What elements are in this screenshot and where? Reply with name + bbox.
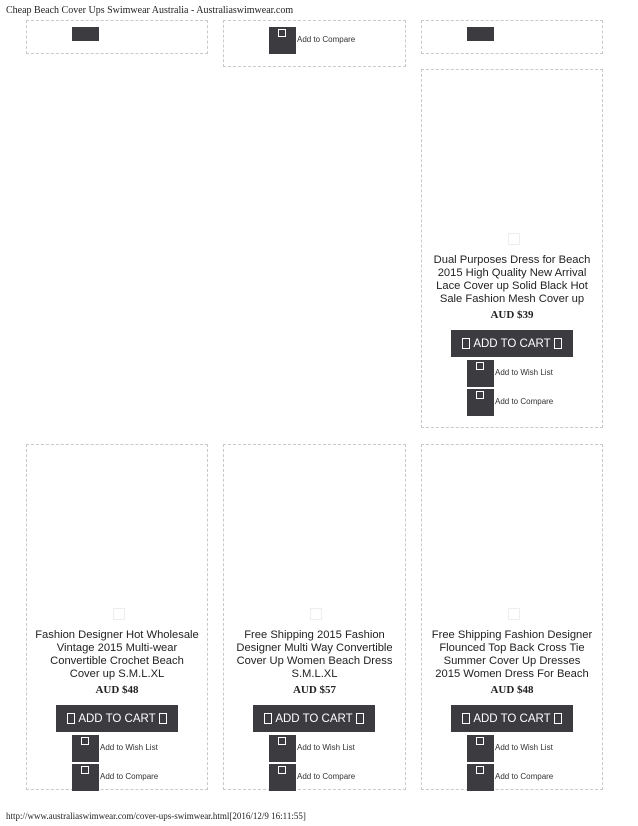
cart-glyph-icon	[462, 338, 470, 349]
add-to-cart-label: ADD TO CART	[473, 712, 551, 725]
product-price: AUD $57	[292, 684, 337, 696]
product-image[interactable]	[310, 608, 322, 620]
wish-list-button[interactable]	[72, 735, 99, 762]
wish-list-label[interactable]: Add to Wish List	[495, 368, 553, 377]
compare-label[interactable]: Add to Compare	[495, 397, 554, 406]
add-to-cart-label: ADD TO CART	[78, 712, 156, 725]
compare-label[interactable]: Add to Compare	[297, 772, 356, 781]
product-image[interactable]	[508, 608, 520, 620]
compare-icon	[81, 766, 89, 774]
compare-button[interactable]	[467, 389, 494, 416]
product-image[interactable]	[508, 233, 520, 245]
wish-list-icon	[476, 737, 484, 745]
product-name[interactable]: Dual Purposes Dress for Beach 2015 High Quality New Arrival Lace Cover up Solid Black Hot Sale Fashion Mesh Cover up	[433, 254, 591, 305]
wish-list-icon	[81, 737, 89, 745]
compare-icon	[476, 766, 484, 774]
wish-list-label[interactable]: Add to Wish List	[297, 743, 355, 752]
product-card-partial-middle	[223, 20, 406, 67]
page-footer-url: http://www.australiaswimwear.com/cover-ups-swimwear.html[2016/12/9 16:11:55]	[6, 811, 306, 821]
wish-list-button[interactable]	[467, 735, 494, 762]
product-price: AUD $48	[95, 684, 139, 696]
product-card-partial-right	[421, 20, 603, 54]
compare-button[interactable]	[269, 764, 296, 791]
add-to-cart-label: ADD TO CART	[473, 337, 551, 350]
add-to-cart-button[interactable]	[56, 705, 178, 732]
wish-list-icon	[278, 737, 286, 745]
cart-glyph-icon	[554, 338, 562, 349]
compare-button[interactable]	[467, 764, 494, 791]
add-to-cart-button[interactable]	[253, 705, 375, 732]
cart-glyph-icon	[462, 713, 470, 724]
product-card	[26, 444, 208, 790]
cart-glyph-icon	[159, 713, 167, 724]
product-card-partial-left	[26, 20, 208, 54]
cart-glyph-icon	[554, 713, 562, 724]
compare-label[interactable]: Add to Compare	[495, 772, 554, 781]
add-to-cart-label: ADD TO CART	[275, 712, 353, 725]
wish-list-label[interactable]: Add to Wish List	[495, 743, 553, 752]
compare-icon	[278, 766, 286, 774]
product-name[interactable]: Free Shipping 2015 Fashion Designer Multi Way Convertible Cover Up Women Beach Dress S.M.L.XL	[236, 629, 393, 680]
compare-button[interactable]	[269, 27, 296, 54]
wish-list-label[interactable]: Add to Wish List	[100, 743, 158, 752]
compare-button[interactable]	[467, 27, 494, 41]
cart-glyph-icon	[264, 713, 272, 724]
compare-label[interactable]: Add to Compare	[100, 772, 159, 781]
add-to-cart-button[interactable]	[451, 330, 573, 357]
page-title: Cheap Beach Cover Ups Swimwear Australia - Australiaswimwear.com	[6, 5, 294, 16]
compare-icon	[278, 29, 286, 37]
cart-glyph-icon	[67, 713, 75, 724]
compare-button[interactable]	[72, 764, 99, 791]
product-name[interactable]: Free Shipping Fashion Designer Flounced Top Back Cross Tie Summer Cover Up Dresses 2015 Women Dress For Beach	[431, 629, 593, 680]
cart-glyph-icon	[356, 713, 364, 724]
product-price: AUD $48	[490, 684, 534, 696]
product-image[interactable]	[113, 608, 125, 620]
product-name[interactable]: Fashion Designer Hot Wholesale Vintage 2015 Multi-wear Convertible Crochet Beach Cover up S.M.L.XL	[35, 629, 199, 680]
compare-label[interactable]: Add to Compare	[297, 35, 356, 44]
product-card	[223, 444, 406, 790]
wish-list-button[interactable]	[269, 735, 296, 762]
product-price: AUD $39	[490, 309, 534, 321]
add-to-cart-button[interactable]	[451, 705, 573, 732]
product-card	[421, 69, 603, 428]
wish-list-button[interactable]	[467, 360, 494, 387]
compare-icon	[476, 391, 484, 399]
compare-button[interactable]	[72, 27, 99, 41]
product-card	[421, 444, 603, 790]
wish-list-icon	[476, 362, 484, 370]
